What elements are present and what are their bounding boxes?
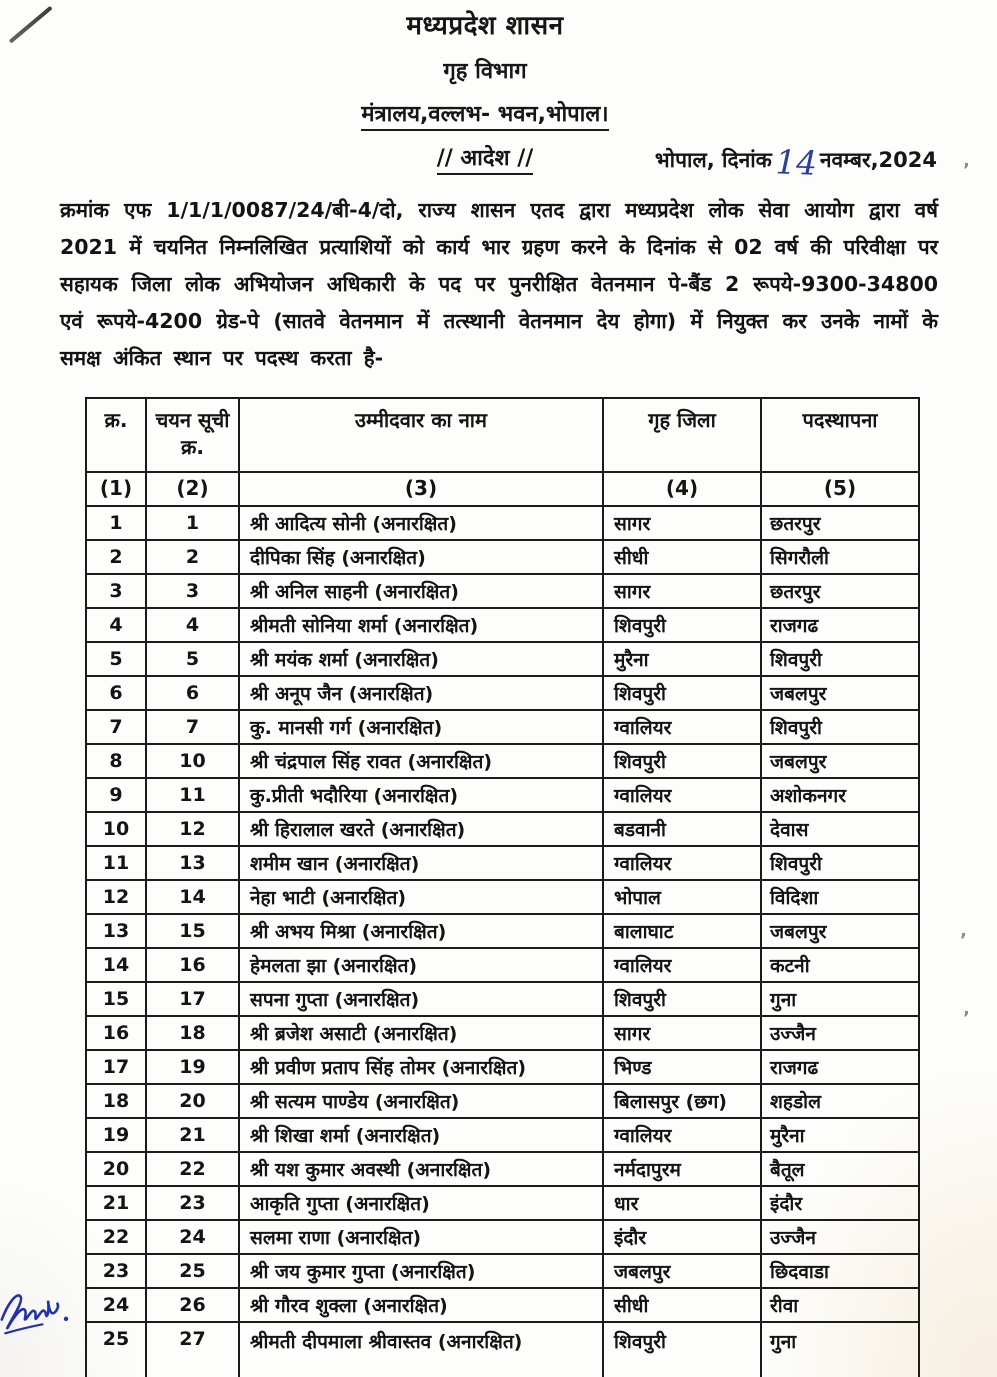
cell-home-district: बिलासपुर (छग) <box>603 1084 761 1118</box>
cell-selection-list-no: 5 <box>146 642 239 676</box>
cell-serial-no: 23 <box>86 1254 146 1288</box>
table-row <box>86 744 919 778</box>
postings-table-wrap <box>85 397 920 1377</box>
table-row <box>86 1322 919 1377</box>
table-row <box>86 574 919 608</box>
date-place-label: भोपाल, दिनांक <box>654 148 772 172</box>
cell-posting-place: उज्जैन <box>761 1220 919 1254</box>
cell-selection-list-no: 11 <box>146 778 239 812</box>
cell-serial-no: 6 <box>86 676 146 710</box>
cell-selection-list-no: 6 <box>146 676 239 710</box>
cell-serial-no: 13 <box>86 914 146 948</box>
table-row <box>86 642 919 676</box>
postings-table <box>85 397 920 1377</box>
cell-candidate-name: श्री जय कुमार गुप्ता (अनारक्षित) <box>239 1254 603 1288</box>
cell-candidate-name: श्री अनूप जैन (अनारक्षित) <box>239 676 603 710</box>
cell-selection-list-no: 14 <box>146 880 239 914</box>
signature-mark <box>0 1274 80 1366</box>
cell-selection-list-no: 16 <box>146 948 239 982</box>
cell-posting-place: शहडोल <box>761 1084 919 1118</box>
cell-serial-no: 20 <box>86 1152 146 1186</box>
scan-noise: ’ <box>963 1008 970 1029</box>
cell-home-district: धार <box>603 1186 761 1220</box>
cell-home-district: इंदौर <box>603 1220 761 1254</box>
cell-serial-no: 16 <box>86 1016 146 1050</box>
cell-serial-no: 14 <box>86 948 146 982</box>
cell-serial-no: 5 <box>86 642 146 676</box>
cell-home-district: शिवपुरी <box>603 676 761 710</box>
header-candidate-name: उम्मीदवार का नाम <box>239 398 603 472</box>
cell-home-district: नर्मदापुरम <box>603 1152 761 1186</box>
cell-posting-place: छतरपुर <box>761 574 919 608</box>
cell-serial-no: 22 <box>86 1220 146 1254</box>
cell-posting-place: कटनी <box>761 948 919 982</box>
cell-candidate-name: श्री मयंक शर्मा (अनारक्षित) <box>239 642 603 676</box>
table-header-row <box>86 398 919 472</box>
cell-posting-place: अशोकनगर <box>761 778 919 812</box>
cell-home-district: ग्वालियर <box>603 778 761 812</box>
cell-serial-no: 7 <box>86 710 146 744</box>
cell-serial-no: 17 <box>86 1050 146 1084</box>
table-row <box>86 1118 919 1152</box>
cell-selection-list-no: 2 <box>146 540 239 574</box>
cell-home-district: मुरैना <box>603 642 761 676</box>
cell-selection-list-no: 20 <box>146 1084 239 1118</box>
cell-selection-list-no: 12 <box>146 812 239 846</box>
header-serial-no: क्र. <box>86 398 146 472</box>
cell-candidate-name: श्री अभय मिश्रा (अनारक्षित) <box>239 914 603 948</box>
cell-selection-list-no: 18 <box>146 1016 239 1050</box>
cell-home-district: सीधी <box>603 540 761 574</box>
cell-posting-place: मुरैना <box>761 1118 919 1152</box>
cell-posting-place: उज्जैन <box>761 1016 919 1050</box>
cell-selection-list-no: 22 <box>146 1152 239 1186</box>
cell-serial-no: 2 <box>86 540 146 574</box>
cell-serial-no: 21 <box>86 1186 146 1220</box>
cell-home-district: शिवपुरी <box>603 744 761 778</box>
cell-candidate-name: श्री गौरव शुक्ला (अनारक्षित) <box>239 1288 603 1322</box>
table-row <box>86 540 919 574</box>
cell-serial-no: 19 <box>86 1118 146 1152</box>
table-row <box>86 880 919 914</box>
cell-posting-place: छतरपुर <box>761 506 919 540</box>
cell-candidate-name: हेमलता झा (अनारक्षित) <box>239 948 603 982</box>
cell-candidate-name: श्री यश कुमार अवस्थी (अनारक्षित) <box>239 1152 603 1186</box>
cell-serial-no: 11 <box>86 846 146 880</box>
cell-home-district: शिवपुरी <box>603 1322 761 1377</box>
table-row <box>86 608 919 642</box>
cell-home-district: बडवानी <box>603 812 761 846</box>
cell-serial-no: 18 <box>86 1084 146 1118</box>
table-row <box>86 778 919 812</box>
cell-posting-place: बैतूल <box>761 1152 919 1186</box>
cell-posting-place: जबलपुर <box>761 914 919 948</box>
cell-serial-no: 24 <box>86 1288 146 1322</box>
col-num-5: (5) <box>761 472 919 506</box>
cell-posting-place: शिवपुरी <box>761 846 919 880</box>
cell-home-district: ग्वालियर <box>603 1118 761 1152</box>
cell-selection-list-no: 4 <box>146 608 239 642</box>
cell-posting-place: गुना <box>761 1322 919 1377</box>
cell-candidate-name: श्रीमती सोनिया शर्मा (अनारक्षित) <box>239 608 603 642</box>
header-home-district: गृह जिला <box>603 398 761 472</box>
table-row <box>86 506 919 540</box>
cell-posting-place: विदिशा <box>761 880 919 914</box>
cell-posting-place: राजगढ <box>761 608 919 642</box>
cell-home-district: ग्वालियर <box>603 948 761 982</box>
cell-posting-place: जबलपुर <box>761 676 919 710</box>
order-body-paragraph: क्रमांक एफ 1/1/1/0087/24/बी-4/दो, राज्य शासन एतद द्वारा मध्यप्रदेश लोक सेवा आयोग द्वारा वर्ष 2021 में चयनित निम्नलिखित प्रत्याशियों को कार्य भार ग्रहण करने के दिनांक से 02 वर्ष की परिवीक्षा पर सहायक जिला लोक अभियोजन अधिकारी के पद पर पुनरीक्षित वेतनमान पे-बैंड 2 रूपये-9300-34800 एवं रूपये-4200 ग्रेड-पे (सातवे वेतनमान में तत्स्थानी वेतनमान देय होगा) में नियुक्त कर उनके नामों के समक्ष अंकित स्थान पर पदस्थ करता है- <box>60 198 938 370</box>
cell-selection-list-no: 1 <box>146 506 239 540</box>
cell-posting-place: सिगरौली <box>761 540 919 574</box>
cell-selection-list-no: 26 <box>146 1288 239 1322</box>
col-num-1: (1) <box>86 472 146 506</box>
cell-candidate-name: श्री शिखा शर्मा (अनारक्षित) <box>239 1118 603 1152</box>
cell-posting-place: गुना <box>761 982 919 1016</box>
cell-candidate-name: श्री प्रवीण प्रताप सिंह तोमर (अनारक्षित) <box>239 1050 603 1084</box>
date-month-year: नवम्बर,2024 <box>819 148 937 172</box>
government-title: मध्यप्रदेश शासन <box>406 11 564 41</box>
cell-serial-no: 10 <box>86 812 146 846</box>
handwritten-date-number: 14 <box>770 142 821 183</box>
cell-serial-no: 8 <box>86 744 146 778</box>
cell-posting-place: छिदवाडा <box>761 1254 919 1288</box>
office-address: मंत्रालय,वल्लभ- भवन,भोपाल। <box>361 98 608 131</box>
cell-candidate-name: नेहा भाटी (अनारक्षित) <box>239 880 603 914</box>
cell-candidate-name: सपना गुप्ता (अनारक्षित) <box>239 982 603 1016</box>
table-row <box>86 710 919 744</box>
header-posting-place: पदस्थापना <box>761 398 919 472</box>
cell-selection-list-no: 19 <box>146 1050 239 1084</box>
scan-noise: ’ <box>960 930 967 951</box>
cell-candidate-name: श्रीमती दीपमाला श्रीवास्तव (अनारक्षित) <box>239 1322 603 1377</box>
cell-candidate-name: श्री आदित्य सोनी (अनारक्षित) <box>239 506 603 540</box>
cell-candidate-name: शमीम खान (अनारक्षित) <box>239 846 603 880</box>
order-heading: // आदेश // <box>437 142 534 175</box>
cell-serial-no: 9 <box>86 778 146 812</box>
table-row <box>86 1016 919 1050</box>
cell-candidate-name: कु.प्रीती भदौरिया (अनारक्षित) <box>239 778 603 812</box>
table-row <box>86 1050 919 1084</box>
cell-serial-no: 12 <box>86 880 146 914</box>
cell-home-district: भिण्ड <box>603 1050 761 1084</box>
cell-home-district: जबलपुर <box>603 1254 761 1288</box>
cell-selection-list-no: 25 <box>146 1254 239 1288</box>
col-num-4: (4) <box>603 472 761 506</box>
cell-selection-list-no: 21 <box>146 1118 239 1152</box>
cell-selection-list-no: 15 <box>146 914 239 948</box>
cell-selection-list-no: 3 <box>146 574 239 608</box>
date-line <box>654 142 937 183</box>
cell-serial-no: 3 <box>86 574 146 608</box>
cell-candidate-name: श्री हिरालाल खरते (अनारक्षित) <box>239 812 603 846</box>
cell-posting-place: राजगढ <box>761 1050 919 1084</box>
table-body <box>86 506 919 1377</box>
cell-home-district: सागर <box>603 574 761 608</box>
cell-candidate-name: श्री चंद्रपाल सिंह रावत (अनारक्षित) <box>239 744 603 778</box>
cell-serial-no: 4 <box>86 608 146 642</box>
cell-home-district: ग्वालियर <box>603 710 761 744</box>
cell-posting-place: जबलपुर <box>761 744 919 778</box>
cell-home-district: शिवपुरी <box>603 982 761 1016</box>
cell-home-district: बालाघाट <box>603 914 761 948</box>
table-row <box>86 1152 919 1186</box>
cell-posting-place: रीवा <box>761 1288 919 1322</box>
cell-home-district: भोपाल <box>603 880 761 914</box>
cell-selection-list-no: 23 <box>146 1186 239 1220</box>
cell-selection-list-no: 17 <box>146 982 239 1016</box>
cell-serial-no: 15 <box>86 982 146 1016</box>
table-row <box>86 914 919 948</box>
cell-candidate-name: सलमा राणा (अनारक्षित) <box>239 1220 603 1254</box>
cell-serial-no: 25 <box>86 1322 146 1377</box>
table-row <box>86 982 919 1016</box>
cell-posting-place: इंदौर <box>761 1186 919 1220</box>
table-row <box>86 1084 919 1118</box>
cell-posting-place: शिवपुरी <box>761 642 919 676</box>
table-row <box>86 812 919 846</box>
cell-posting-place: देवास <box>761 812 919 846</box>
column-number-row <box>86 472 919 506</box>
cell-candidate-name: श्री सत्यम पाण्डेय (अनारक्षित) <box>239 1084 603 1118</box>
table-row <box>86 1186 919 1220</box>
cell-candidate-name: दीपिका सिंह (अनारक्षित) <box>239 540 603 574</box>
table-row <box>86 1220 919 1254</box>
cell-home-district: ग्वालियर <box>603 846 761 880</box>
table-row <box>86 1288 919 1322</box>
table-row <box>86 676 919 710</box>
cell-posting-place: शिवपुरी <box>761 710 919 744</box>
table-row <box>86 846 919 880</box>
cell-home-district: सागर <box>603 1016 761 1050</box>
cell-selection-list-no: 13 <box>146 846 239 880</box>
cell-serial-no: 1 <box>86 506 146 540</box>
cell-selection-list-no: 7 <box>146 710 239 744</box>
cell-candidate-name: श्री अनिल साहनी (अनारक्षित) <box>239 574 603 608</box>
table-row <box>86 948 919 982</box>
cell-selection-list-no: 27 <box>146 1322 239 1377</box>
department-title: गृह विभाग <box>443 59 527 84</box>
scan-noise: ’ <box>963 160 970 181</box>
cell-home-district: शिवपुरी <box>603 608 761 642</box>
col-num-2: (2) <box>146 472 239 506</box>
cell-candidate-name: कु. मानसी गर्ग (अनारक्षित) <box>239 710 603 744</box>
cell-selection-list-no: 24 <box>146 1220 239 1254</box>
header-selection-list-no: चयन सूची क्र. <box>146 398 239 472</box>
table-row <box>86 1254 919 1288</box>
cell-candidate-name: आकृति गुप्ता (अनारक्षित) <box>239 1186 603 1220</box>
cell-selection-list-no: 10 <box>146 744 239 778</box>
cell-home-district: सागर <box>603 506 761 540</box>
cell-home-district: सीधी <box>603 1288 761 1322</box>
col-num-3: (3) <box>239 472 603 506</box>
cell-candidate-name: श्री ब्रजेश असाटी (अनारक्षित) <box>239 1016 603 1050</box>
